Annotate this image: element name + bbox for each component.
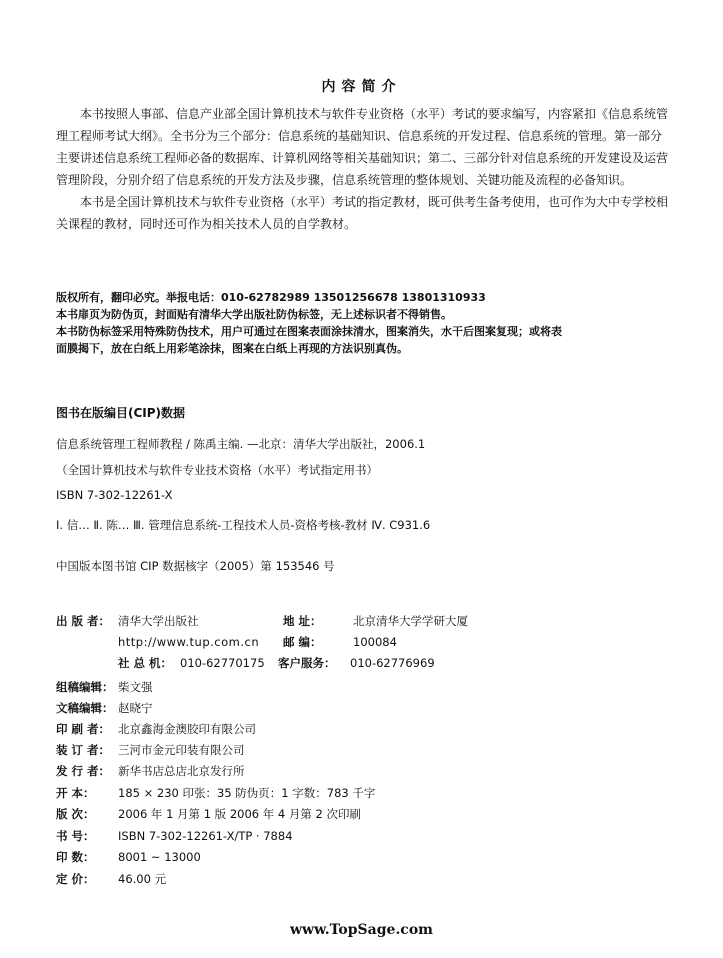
text-editor-label: 文稿编辑： [56, 701, 114, 715]
postcode-value: 100084 [353, 635, 397, 649]
cip-heading: 图书在版编目(CIP)数据 [56, 406, 186, 420]
binder-value: 三河市金元印装有限公司 [118, 743, 245, 757]
print-run-label: 印 数： [56, 850, 95, 864]
edition-row [56, 804, 361, 824]
acq-editor-row [56, 677, 153, 697]
distributor-row [56, 761, 245, 781]
copyright-line-4: 面膜揭下，放在白纸上用彩笔涂抹，图案在白纸上再现的方法识别真伪。 [56, 342, 408, 355]
acq-editor-label: 组稿编辑： [56, 680, 114, 694]
edition-value: 2006 年 1 月第 1 版 2006 年 4 月第 2 次印刷 [118, 807, 362, 821]
format-value: 185 × 230 印张：35 防伪页：1 字数：783 千字 [118, 786, 376, 800]
book-number-value: ISBN 7-302-12261-X/TP · 7884 [118, 829, 293, 843]
cip-line-1: 信息系统管理工程师教程 / 陈禹主编. —北京：清华大学出版社，2006.1 [56, 437, 426, 451]
text-editor-value: 赵晓宁 [118, 701, 153, 715]
book-number-label: 书 号： [56, 829, 95, 843]
edition-label: 版 次： [56, 807, 95, 821]
postcode-label: 邮 编： [283, 635, 322, 649]
book-number-row [56, 826, 293, 846]
format-row [56, 783, 375, 803]
price-row [56, 869, 166, 889]
page-title: 内容简介 [321, 79, 402, 95]
publisher-value: 清华大学出版社 [118, 614, 199, 628]
binder-row [56, 740, 245, 760]
distributor-label: 发 行 者： [56, 764, 111, 778]
switchboard-label: 社 总 机： [118, 656, 173, 670]
price-value: 46.00 元 [118, 872, 167, 886]
footer-watermark-url: www.TopSage.com [290, 922, 433, 938]
binder-label: 装 订 者： [56, 743, 111, 757]
copyright-line-3: 本书防伪标签采用特殊防伪技术，用户可通过在图案表面涂抹清水，图案消失，水干后图案复现；或将表 [56, 325, 562, 338]
customer-service-label: 客户服务： [278, 656, 336, 670]
website-value: http://www.tup.com.cn [118, 635, 260, 649]
print-run-row [56, 847, 201, 867]
publisher-row [56, 611, 468, 631]
format-label: 开 本： [56, 786, 95, 800]
cip-line-3: ISBN 7-302-12261-X [56, 488, 173, 502]
book-introduction [56, 103, 668, 235]
acq-editor-value: 柴文强 [118, 680, 153, 694]
copyright-line-1: 版权所有，翻印必究。举报电话：010-62782989 13501256678 13801310933 [56, 291, 486, 304]
intro-paragraph-1: 本书按照人事部、信息产业部全国计算机技术与软件专业资格（水平）考试的要求编写，内容紧扣《信息系统管理工程师考试大纲》。全书分为三个部分：信息系统的基础知识、信息系统的开发过程、信息系统的管理。第一部分主要讲述信息系统工程师必备的数据库、计算机网络等相关基础知识；第二、三部分针对信息系统的开发建设及运营管理阶段，分别介绍了信息系统的开发方法及步骤，信息系统管理的整体规划、关键功能及流程的必备知识。 [56, 107, 669, 187]
cip-line-2: （全国计算机技术与软件专业技术资格（水平）考试指定用书） [56, 463, 378, 477]
printer-row [56, 719, 256, 739]
distributor-value: 新华书店总店北京发行所 [118, 764, 245, 778]
publisher-label: 出 版 者： [56, 614, 111, 628]
copyright-line-2: 本书扉页为防伪页，封面贴有清华大学出版社防伪标签，无上述标识者不得销售。 [56, 308, 452, 321]
website-row [118, 632, 397, 652]
address-value: 北京清华大学学研大厦 [353, 614, 468, 628]
intro-paragraph-2: 本书是全国计算机技术与软件专业资格（水平）考试的指定教材，既可供考生备考使用，也可作为大中专学校相关课程的教材，同时还可作为相关技术人员的自学教材。 [56, 195, 669, 231]
cip-line-4: Ⅰ. 信… Ⅱ. 陈… Ⅲ. 管理信息系统-工程技术人员-资格考核-教材 Ⅳ. C931.6 [56, 518, 431, 532]
printer-value: 北京鑫海金澳胶印有限公司 [118, 722, 256, 736]
customer-service-value: 010-62776969 [350, 656, 435, 670]
copyright-notice [56, 289, 668, 357]
switchboard-value: 010-62770175 [180, 656, 265, 670]
address-label: 地 址： [283, 614, 322, 628]
cip-line-5: 中国版本图书馆 CIP 数据核字（2005）第 153546 号 [56, 559, 335, 573]
printer-label: 印 刷 者： [56, 722, 111, 736]
text-editor-row [56, 698, 153, 718]
print-run-value: 8001 ~ 13000 [118, 850, 201, 864]
phone-row [118, 653, 435, 673]
price-label: 定 价： [56, 872, 95, 886]
